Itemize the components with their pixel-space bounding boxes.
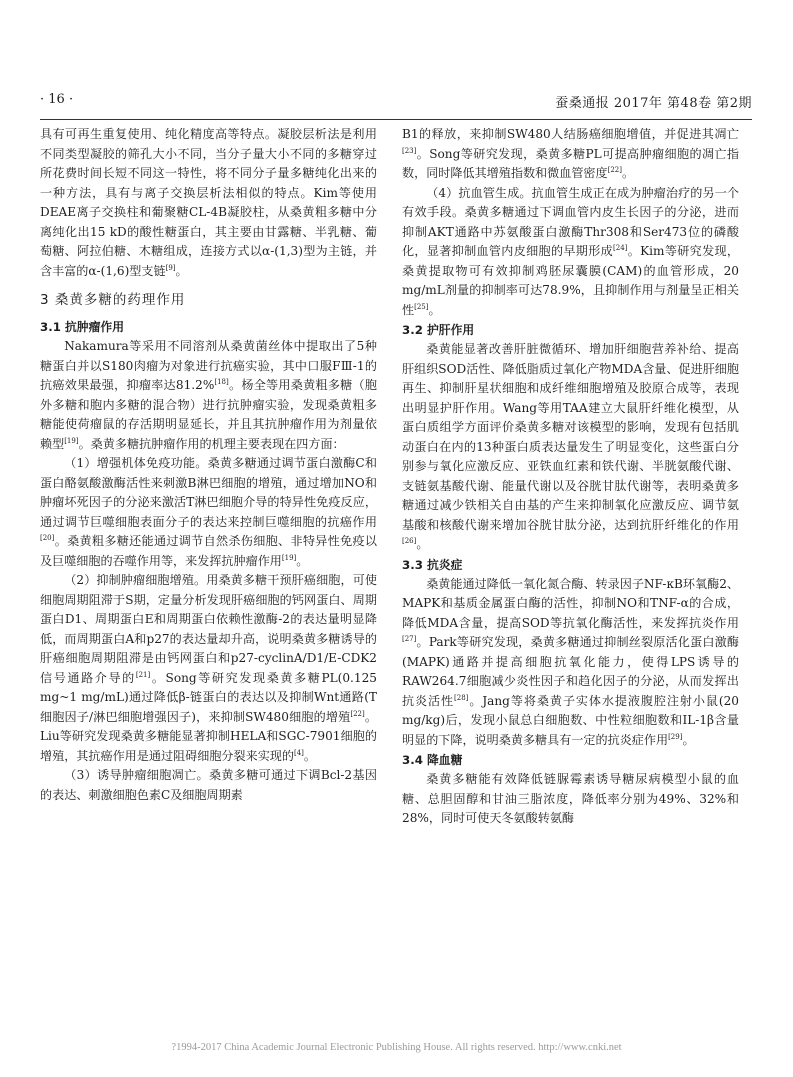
subsection-heading: 3.1 抗肿瘤作用	[40, 320, 124, 334]
citation: [27]	[402, 635, 417, 643]
paragraph: （1）增强机体免疫功能。桑黄多糖通过调节蛋白激酶C和蛋白酪氨酸激酶活性来刺激B淋巴细胞的增殖，通过增加NO和肿瘤坏死因子的分泌来激活T淋巴细胞介导的特异性免疫反应，通过调节巨噬细胞表面分子的表达来控制巨噬细胞的抗癌作用[20]。桑黄粗多糖还能通过调节自然杀伤细胞、非特异性免疫以及巨噬细胞的吞噬作用等，来发挥抗肿瘤作用[19]。	[40, 456, 377, 568]
citation: [28]	[454, 693, 469, 702]
subsection-heading: 3.3 抗炎症	[402, 557, 463, 572]
citation: [19]	[281, 553, 297, 562]
paragraph: 桑黄多糖能有效降低链脲霉素诱导糖尿病模型小鼠的血糖、总胆固醇和甘油三脂浓度，降低率分别为49%、32%和28%，同时可使天冬氨酸转氨酶	[402, 772, 739, 825]
section-heading: 3 桑黄多糖的药理作用	[40, 292, 186, 308]
running-header	[40, 92, 752, 118]
citation: [29]	[668, 732, 683, 741]
subsection-heading: 3.2 护肝作用	[402, 323, 475, 337]
paragraph: （3）诱导肿瘤细胞凋亡。桑黄多糖可通过下调Bcl-2基因的表达、刺激细胞色素C及细胞周期素	[40, 768, 377, 802]
copyright-footer: ?1994-2017 China Academic Journal Electronic Publishing House. All rights reserved. http://www.cnki.net	[171, 1042, 622, 1053]
paragraph: 桑黄能通过降低一氧化氮合酶、转录因子NF-κB环氧酶2、MAPK和基质金属蛋白酶的活性，抑制NO和TNF-α的合成，降低MDA含量，提高SOD等抗氧化酶活性，来发挥抗炎作用[27]。Park等研究发现，桑黄多糖通过抑制丝裂原活化蛋白激酶(MAPK)通路并提高细胞抗氧化能力，使得LPS诱导的RAW264.7细胞减少炎性因子和趋化因子的分泌，从而发挥出抗炎活性[28]。Jang等将桑黄子实体水提液腹腔注射小鼠(20 mg/kg)后，发现小鼠总白细胞数、中性粒细胞数和IL-1β含量明显的下降，说明桑黄多糖具有一定的抗炎症作用[29]。	[402, 576, 739, 747]
header-rule	[40, 119, 752, 120]
page-number: · 16 ·	[40, 92, 74, 107]
paragraph: （4）抗血管生成。抗血管生成正在成为肿瘤治疗的另一个有效手段。桑黄多糖通过下调血管内皮生长因子的分泌，进而抑制AKT通路中苏氨酸蛋白激酶Thr308和Ser473位的磷酸化，显著抑制血管内皮细胞的早期形成[24]。Kim等研究发现，桑黄提取物可有效抑制鸡胚尿囊膜(CAM)的血管形成，20 mg/mL剂量的抑制率可达78.9%，且抑制作用与剂量呈正相关性[25]。	[402, 185, 739, 317]
paragraph: 具有可再生重复使用、纯化精度高等特点。凝胶层析法是利用不同类型凝胶的筛孔大小不同，当分子量大小不同的多糖穿过所花费时间长短不同这一特性，将不同分子量多糖纯化出来的一种方法，具有与离子交换层析法相似的特点。Kim等使用DEAE离子交换柱和葡聚糖CL-4B凝胶柱，从桑黄粗多糖中分离纯化出15 kD的酸性糖蛋白，其主要由甘露糖、半乳糖、葡萄糖、阿拉伯糖、木糖组成，连接方式以α-(1,3)型为主链，并含丰富的α-(1,6)型支链[9]。	[40, 127, 377, 278]
citation: [9]	[165, 263, 176, 272]
citation: [22]	[350, 709, 365, 718]
citation: [26]	[402, 537, 417, 545]
citation: [21]	[135, 670, 151, 679]
citation: [20]	[40, 534, 55, 542]
journal-info: 蚕桑通报 2017年 第48卷 第2期	[555, 96, 752, 111]
paragraph: 桑黄能显著改善肝脏微循环、增加肝细胞营养补给、提高肝组织SOD活性、降低脂质过氧化产物MDA含量、促进肝细胞再生、抑制肝星状细胞和成纤维细胞增殖及胶原合成等，表现出明显护肝作用。Wang等用TAA建立大鼠肝纤维化模型，从蛋白质组学方面评价桑黄多糖对该模型的影响，发现有包括肌动蛋白在内的13种蛋白质表达量发生了明显变化，这些蛋白分别参与氧化应激反应、亚铁血红素和铁代谢、半胱氨酸代谢、支链氨基酸代谢、能量代谢以及谷胱甘肽代谢等，表明桑黄多糖通过减少铁相关自由基的产生来抑制氧化应激反应、调节氨基酸和核酸代谢来增加谷胱甘肽分泌，达到抗肝纤维化的作用[26]。	[402, 342, 739, 551]
citation: [22]	[607, 166, 622, 174]
citation: [4]	[293, 748, 304, 757]
citation: [24]	[613, 244, 628, 252]
citation: [18]	[214, 378, 229, 386]
subsection-heading: 3.4 降血糖	[402, 753, 463, 767]
citation: [23]	[402, 146, 417, 155]
right-column	[402, 125, 739, 829]
paragraph: Nakamura等采用不同溶剂从桑黄菌丝体中提取出了5种糖蛋白并以S180肉瘤为对象进行抗癌实验，其中口服FⅢ-1的抗癌效果最强，抑瘤率达81.2%[18]。杨全等用桑黄粗多糖（胞外多糖和胞内多糖的混合物）进行抗肿瘤实验，发现桑黄粗多糖能使荷瘤鼠的存活期明显延长，并且其抗肿瘤作用为剂量依赖型[19]。桑黄多糖抗肿瘤作用的机理主要表现在四方面：	[40, 339, 377, 451]
citation: [25]	[414, 302, 429, 311]
citation: [19]	[64, 436, 79, 445]
left-column	[40, 125, 377, 805]
paragraph: （2）抑制肿瘤细胞增殖。用桑黄多糖干预肝癌细胞，可使细胞周期阻滞于S期，定量分析发现肝癌细胞的钙网蛋白、周期蛋白D1、周期蛋白E和周期蛋白依赖性激酶-2的表达量明显降低，而周期蛋白A和p27的表达量却升高，说明桑黄多糖诱导的肝癌细胞周期阻滞是由钙网蛋白和p27-cyclinA/D1/E-CDK2信号通路介导的[21]。Song等研究发现桑黄多糖PL(0.125 mg~1 mg/mL)通过降低β-链蛋白的表达以及抑制Wnt通路(T细胞因子/淋巴细胞增强因子)，来抑制SW480细胞的增殖[22]。Liu等研究发现桑黄多糖能显著抑制HELA和SGC-7901细胞的增殖，其抗癌作用是通过阻碍细胞分裂来实现的[4]。	[40, 573, 377, 763]
paragraph: B1的释放，来抑制SW480人结肠癌细胞增值，并促进其凋亡[23]。Song等研究发现，桑黄多糖PL可提高肿瘤细胞的凋亡指数，同时降低其增殖指数和微血管密度[22]。	[402, 127, 739, 180]
